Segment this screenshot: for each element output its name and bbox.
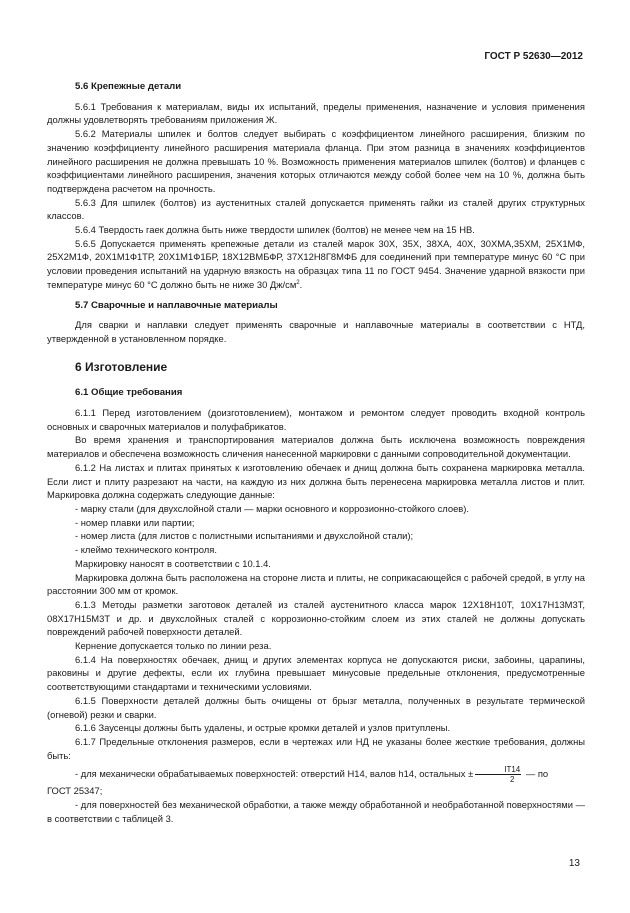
list-item: - клеймо технического контроля. [75, 544, 217, 556]
paragraph-6-1-4: 6.1.4 На поверхностях обечаек, днищ и других элементах корпуса не допускаются риски, забоины, царапины, раковины и другие дефекты, если их глубина превышает минусовые предельные отклонения, предусмотренные соответствующими стандартами и техническими условиями. [47, 653, 585, 693]
page-number: 13 [568, 858, 580, 869]
document-header: ГОСТ Р 52630—2012 [484, 51, 583, 62]
paragraph-marking-location: Маркировка должна быть расположена на стороне листа и плиты, не соприкасающейся с рабочей средой, в углу на расстоянии 300 мм от кромок. [47, 571, 585, 597]
page-body [47, 50, 585, 825]
superscript: 2 [296, 279, 300, 286]
paragraph-5-6-3: 5.6.3 Для шпилек (болтов) из аустенитных сталей допускается применять гайки из сталей других структурных классов. [47, 196, 585, 222]
paragraph-6-1-7: 6.1.7 Предельные отклонения размеров, если в чертежах или НД не указаны более жесткие требования, должны быть: [47, 735, 585, 761]
list-item: - марку стали (для двухслойной стали — марки основного и коррозионно-стойкого слоев). [75, 502, 470, 514]
fraction-denominator: 2 [510, 775, 515, 785]
paragraph-5-6-4: 5.6.4 Твердость гаек должна быть ниже твердости шпилек (болтов) не менее чем на 15 НВ. [75, 224, 475, 236]
paragraph-5-6-1: 5.6.1 Требования к материалам, виды их испытаний, пределы применения, назначение и условия применения должны удовлетворять требованиям приложения Ж. [47, 100, 585, 126]
paragraph-kernenie: Кернение допускается только по линии реза. [75, 640, 272, 652]
list-item: - номер листа (для листов с полистными испытаниями и двухслойной стали); [75, 530, 414, 542]
paragraph-6-1-2: 6.1.2 На листах и плитах принятых к изготовлению обечаек и днищ должна быть сохранена маркировка металла. Если лист и плиту разрезают на части, на каждую из них должна быть перенесена маркировка металла листов и плит. Маркировка должна содержать следующие данные: [47, 461, 585, 501]
paragraph-storage: Во время хранения и транспортирования материалов должна быть исключена возможность повреждения материалов и обеспечена возможность сличения нанесенной маркировки с данными сопроводительной документации. [47, 434, 585, 460]
list-item-unmachined: - для поверхностей без механической обработки, а также между обработанной и необработанной поверхностями — в соответствии с таблицей 3. [47, 799, 585, 824]
machined-text: - для механически обрабатываемых поверхностей: отверстий Н14, валов h14, остальных ± [75, 768, 474, 780]
list-item-machined [47, 765, 585, 784]
paragraph-5-6-2: 5.6.2 Материалы шпилек и болтов следует выбирать с коэффициентом линейного расширения, близким по значению коэффициенту линейного расширения материала фланца. При этом разница в значениях коэффициентов линейного расширения не должна превышать 10 %. Возможность применения материалов шпилек (болтов) и фланцев с коэффициентами линейного расширения, значения которых отличаются между собой более чем на 10 %, должна быть подтверждена расчетом на прочность. [47, 128, 585, 194]
paragraph-6-1-5: 6.1.5 Поверхности деталей должны быть очищены от брызг металла, полученных в результате термической (огневой) резки и сварки. [47, 694, 585, 720]
gost-reference: ГОСТ 25347; [47, 785, 103, 797]
section-5-7-title: 5.7 Сварочные и наплавочные материалы [75, 299, 278, 311]
paragraph-5-6-5 [47, 237, 585, 292]
paragraph-6-1-3: 6.1.3 Методы разметки заготовок деталей из сталей аустенитного класса марок 12Х18Н10Т, 10Х17Н13М3Т, 08Х17Н15М3Т и др. и двухслойных сталей с коррозионно-стойким слоем из этих сталей не должны допускать повреждений рабочей поверхности деталей. [47, 598, 585, 638]
paragraph-marking-ref: Маркировку наносят в соответствии с 10.1.4. [75, 557, 271, 569]
paragraph-5-6-5-text: 5.6.5 Допускается применять крепежные детали из сталей марок 30Х, 35Х, 38ХА, 40Х, 30ХМА,35ХМ, 25Х1МФ, 25Х2М1Ф, 20Х1М1Ф1ТР, 20Х1М1Ф1БР, 18Х12ВМБФР, 37Х12Н8Г8МФБ для соединений при температуре минус 60 °С при условии проведения испытаний на ударную вязкость на образцах типа 11 по ГОСТ 9454. Значение ударной вязкости при температуре минус 60 °С должно быть не ниже 30 Дж/см [47, 237, 585, 290]
section-6-1-title: 6.1 Общие требования [75, 387, 183, 399]
paragraph-5-7: Для сварки и наплавки следует применять сварочные и наплавочные материалы в соответствии с НТД, утвержденной в установленном порядке. [47, 319, 585, 344]
section-5-6-title: 5.6 Крепежные детали [75, 81, 182, 92]
paragraph-6-1-6: 6.1.6 Заусенцы должны быть удалены, и острые кромки деталей и узлов притуплены. [75, 722, 451, 734]
machined-text-end: — по [525, 768, 549, 780]
list-item: - номер плавки или партии; [75, 516, 195, 528]
paragraph-6-1-1: 6.1.1 Перед изготовлением (доизготовлением), монтажом и ремонтом следует проводить входной контроль основных и сварочных материалов и полуфабрикатов. [47, 407, 585, 432]
fraction [475, 765, 521, 784]
paragraph-5-6-5-end: . [299, 278, 303, 290]
fraction-numerator: IT14 [475, 765, 521, 775]
chapter-6-title: 6 Изготовление [75, 359, 168, 374]
